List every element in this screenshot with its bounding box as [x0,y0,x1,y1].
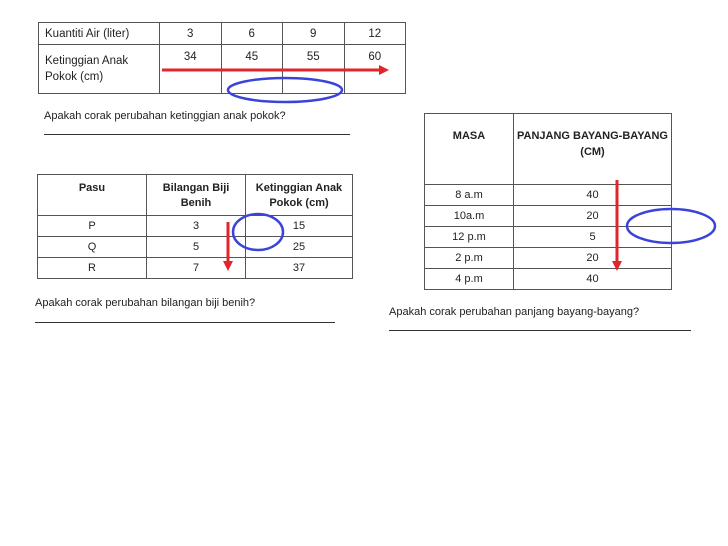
question-plant-height: Apakah corak perubahan ketinggian anak pokok? [44,110,286,122]
table-cell: 60 [344,45,406,94]
water-quantity-row [39,23,406,45]
answer-line-3[interactable] [389,330,691,331]
table-cell: P [38,216,147,237]
table-cell: 8 a.m [425,185,514,206]
table-row [425,227,672,248]
table-cell: 25 [246,237,353,258]
row-label: Kuantiti Air (liter) [39,23,160,45]
table-cell: 20 [514,206,672,227]
table-cell: 45 [221,45,283,94]
table-header-row [425,114,672,185]
header-masa: MASA [425,114,514,185]
answer-line-1[interactable] [44,134,350,135]
table-cell: 5 [514,227,672,248]
table-cell: 12 p.m [425,227,514,248]
header-shadow-length: PANJANG BAYANG-BAYANG (CM) [514,114,672,185]
table-cell: 12 [344,23,406,45]
table-cell: 6 [221,23,283,45]
table-row [425,248,672,269]
shadow-length-table [424,113,672,290]
answer-line-2[interactable] [35,322,335,323]
table-cell: 55 [283,45,345,94]
table-row [38,237,353,258]
plant-height-row [39,45,406,94]
header-seed-count: Bilangan Biji Benih [147,175,246,216]
header-pasu: Pasu [38,175,147,216]
table-cell: 40 [514,185,672,206]
question-shadow-length: Apakah corak perubahan panjang bayang-bayang? [389,306,640,318]
table-cell: 7 [147,258,246,279]
table-cell: 3 [147,216,246,237]
table-cell: R [38,258,147,279]
table-row [425,269,672,290]
table-cell: Q [38,237,147,258]
row-label: Ketinggian Anak Pokok (cm) [39,45,160,94]
question-seed-count: Apakah corak perubahan bilangan biji benih? [35,297,256,309]
table-cell: 5 [147,237,246,258]
table-cell: 15 [246,216,353,237]
table-cell: 3 [160,23,222,45]
table-cell: 40 [514,269,672,290]
water-height-table [38,22,406,94]
header-plant-height: Ketinggian Anak Pokok (cm) [246,175,353,216]
table-cell: 20 [514,248,672,269]
table-row [38,258,353,279]
table-row [38,216,353,237]
table-cell: 10a.m [425,206,514,227]
table-cell: 9 [283,23,345,45]
table-cell: 37 [246,258,353,279]
table-row [425,185,672,206]
table-cell: 4 p.m [425,269,514,290]
table-cell: 34 [160,45,222,94]
table-row [425,206,672,227]
table-cell: 2 p.m [425,248,514,269]
table-header-row [38,175,353,216]
seed-count-table [37,174,353,279]
